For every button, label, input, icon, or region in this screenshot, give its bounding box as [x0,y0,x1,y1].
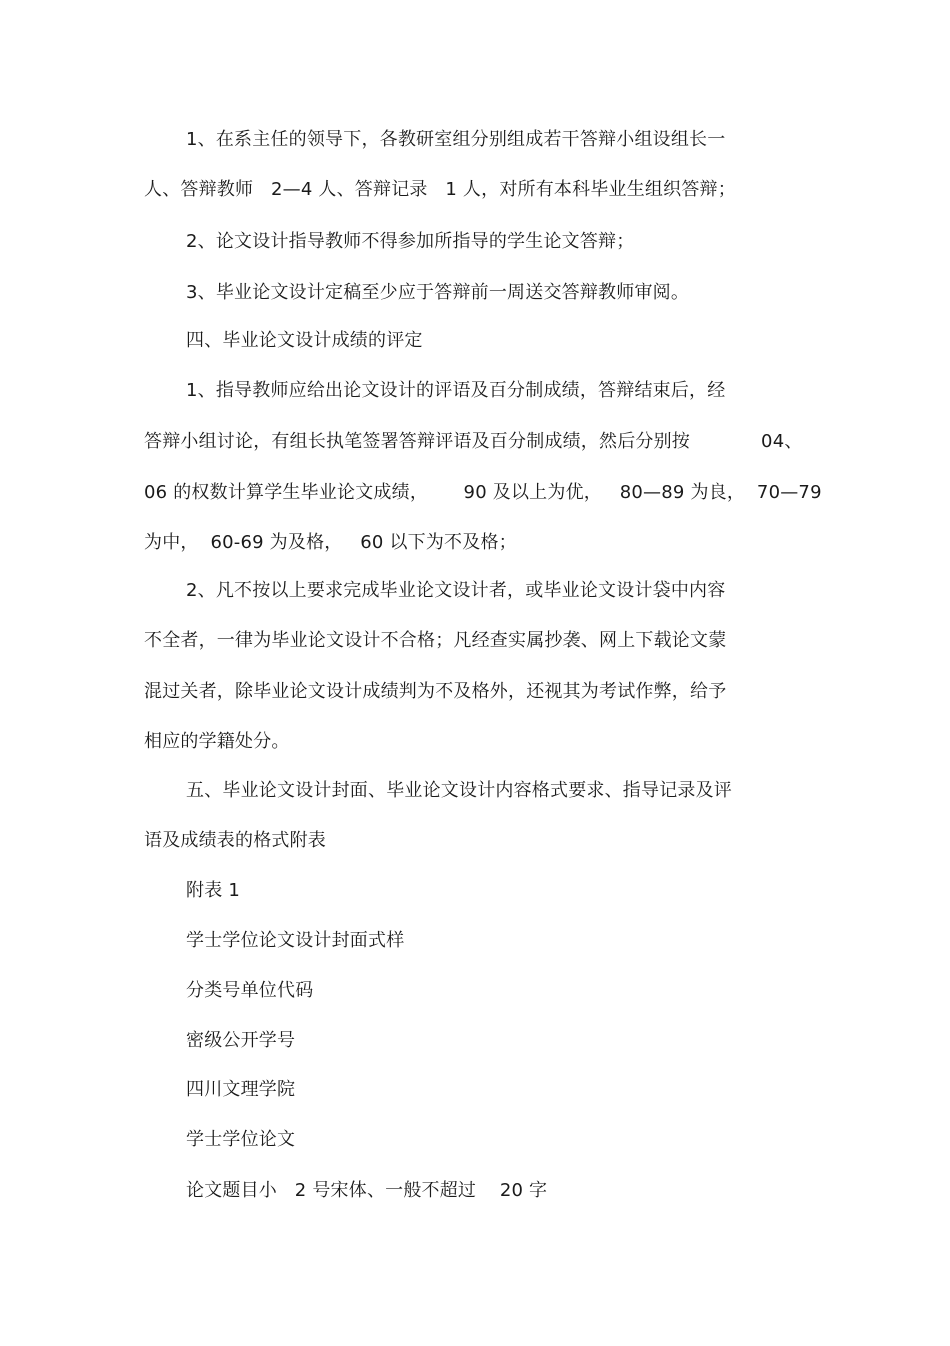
text-line-11: 不全者，一律为毕业论文设计不合格；凡经查实属抄袭、网上下载论文蒙 [144,630,727,651]
text-line-13: 相应的学籍处分。 [144,731,290,752]
text-line-2: 人、答辩教师 2—4 人、答辩记录 1 人，对所有本科毕业生组织答辩； [144,179,736,200]
degree-thesis-label: 学士学位论文 [186,1129,296,1150]
appendix-label: 附表 1 [186,880,240,901]
section-heading-5: 五、毕业论文设计封面、毕业论文设计内容格式要求、指导记录及评 [186,780,732,801]
section-heading-4: 四、毕业论文设计成绩的评定 [186,330,423,351]
text-line-4: 3、毕业论文设计定稿至少应于答辩前一周送交答辩教师审阅。 [186,282,690,303]
text-line-9: 为中， 60-69 为及格， 60 以下为不及格； [144,532,517,553]
text-line-12: 混过关者，除毕业论文设计成绩判为不及格外，还视其为考试作弊，给予 [144,681,727,702]
secrecy-line: 密级公开学号 [186,1030,296,1051]
text-line-15: 语及成绩表的格式附表 [144,830,326,851]
cover-sample-title: 学士学位论文设计封面式样 [186,930,405,951]
text-line-10: 2、凡不按以上要求完成毕业论文设计者，或毕业论文设计袋中内容 [186,580,726,601]
classification-line: 分类号单位代码 [186,980,314,1001]
text-line-1: 1、在系主任的领导下，各教研室组分别组成若干答辩小组设组长一 [186,129,726,150]
institution-name: 四川文理学院 [186,1079,296,1100]
text-line-3: 2、论文设计指导教师不得参加所指导的学生论文答辩； [186,231,635,252]
thesis-title-spec: 论文题目小 2 号宋体、一般不超过 20 字 [186,1180,548,1201]
text-line-8: 06 的权数计算学生毕业论文成绩， 90 及以上为优， 80—89 为良， 70—79 [144,482,822,503]
text-line-6: 1、指导教师应给出论文设计的评语及百分制成绩，答辩结束后，经 [186,380,726,401]
text-line-7: 答辩小组讨论，有组长执笔签署答辩评语及百分制成绩，然后分别按 04、 [144,431,803,452]
